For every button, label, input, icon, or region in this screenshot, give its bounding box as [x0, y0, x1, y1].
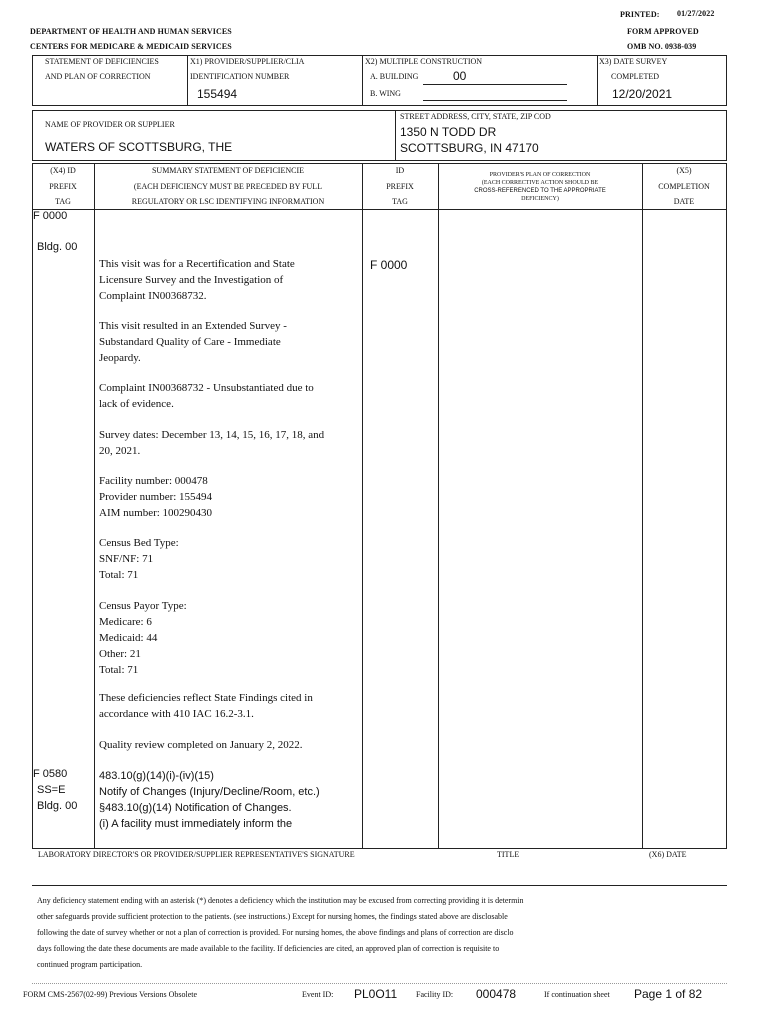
plan-header-4: DEFICIENCY): [521, 196, 559, 202]
form-number: FORM CMS-2567(02-99) Previous Versions Obsolete: [23, 990, 198, 999]
event-id-label: Event ID:: [302, 990, 334, 999]
regulation-text: 483.10(g)(14)(i)-(iv)(15) Notify of Changes (Injury/Decline/Room, etc.) §483.10(g)(14) Notification of Changes. (i) A facility must immediately inform the: [99, 770, 320, 830]
signature-title-label: TITLE: [497, 850, 520, 859]
summary-header-2: (EACH DEFICIENCY MUST BE PRECEDED BY FULL: [133, 182, 323, 191]
summary-paragraph: Survey dates: December 13, 14, 15, 16, 17, 18, and 20, 2021.: [99, 429, 325, 457]
form-approved: FORM APPROVED: [627, 27, 699, 36]
disclaimer-line-2: other safeguards provide sufficient protection to the patients. (see instructions.) Except for nursing homes, the findings stated above are disclosable: [37, 912, 508, 921]
printed-label: PRINTED:: [620, 10, 660, 19]
statement-label-2: AND PLAN OF CORRECTION: [45, 72, 151, 81]
summary-paragraph: This visit resulted in an Extended Survey - Substandard Quality of Care - Immediate Jeopardy.: [99, 320, 287, 364]
page-number: Page 1 of 82: [634, 987, 703, 1001]
completion-label: COMPLETION: [658, 182, 710, 191]
building-value: 00: [453, 69, 467, 83]
summary-paragraph: Quality review completed on January 2, 2022.: [99, 739, 303, 751]
id-label: ID: [395, 166, 405, 175]
prefix-tag-f0000: F 0000: [33, 210, 68, 222]
summary-paragraph: Facility number: 000478 Provider number: 155494 AIM number: 100290430: [99, 475, 213, 519]
summary-paragraph: These deficiencies reflect State Findings cited in accordance with 410 IAC 16.2-3.1.: [99, 692, 313, 720]
city-state-zip: SCOTTSBURG, IN 47170: [400, 141, 539, 155]
id-tag-label: TAG: [392, 197, 408, 206]
disclaimer-line-5: continued program participation.: [37, 960, 143, 969]
building-tag-1: Bldg. 00: [37, 241, 78, 253]
summary-paragraph: Complaint IN00368732 - Unsubstantiated due to lack of evidence.: [99, 382, 314, 410]
signature-label: LABORATORY DIRECTOR'S OR PROVIDER/SUPPLIER REPRESENTATIVE'S SIGNATURE: [38, 850, 355, 859]
printed-date: 01/27/2022: [677, 9, 715, 18]
multiple-construction-label: X2) MULTIPLE CONSTRUCTION: [365, 57, 483, 66]
completion-date-label: DATE: [673, 197, 695, 206]
x4-tag-label: TAG: [55, 197, 71, 206]
wing-label: B. WING: [370, 89, 401, 98]
scope-severity: SS=E: [37, 784, 66, 796]
centers-title: CENTERS FOR MEDICARE & MEDICAID SERVICES: [30, 42, 232, 51]
plan-header-1: PROVIDER'S PLAN OF CORRECTION: [489, 172, 591, 178]
building-tag-2: Bldg. 00: [37, 800, 78, 812]
disclaimer-line-4: days following the date these documents are made available to the facility. If deficiencies are cited, an approved plan of correction is requisite to: [37, 944, 500, 953]
prefix-tag-f0580: F 0580: [33, 768, 68, 780]
date-survey-label: X3) DATE SURVEY: [599, 57, 668, 66]
provider-name-label: NAME OF PROVIDER OR SUPPLIER: [45, 120, 175, 129]
provider-id-value: 155494: [197, 87, 238, 101]
disclaimer-line-1: Any deficiency statement ending with an asterisk (*) denotes a deficiency which the institution may be excused from correcting providing it is determin: [37, 896, 524, 905]
summary-header-3: REGULATORY OR LSC IDENTIFYING INFORMATION: [131, 197, 325, 206]
x5-label: (X5): [676, 166, 692, 175]
building-label: A. BUILDING: [370, 72, 419, 81]
street-address: 1350 N TODD DR: [400, 125, 497, 139]
date-survey-value: 12/20/2021: [612, 87, 673, 101]
summary-paragraph: This visit was for a Recertification and State Licensure Survey and the Investigation of Complaint IN00368732.: [99, 258, 295, 302]
date-completed-label: COMPLETED: [611, 72, 659, 81]
summary-header-1: SUMMARY STATEMENT OF DEFICIENCIE: [151, 166, 305, 175]
statement-label-1: STATEMENT OF DEFICIENCIES: [45, 57, 159, 66]
disclaimer-line-3: following the date of survey whether or not a plan of correction is provided. For nursing homes, the above findings and plans of correction are disclo: [37, 928, 514, 937]
omb-number: OMB NO. 0938-039: [627, 42, 697, 51]
x4-id-label: (X4) ID: [50, 166, 76, 175]
address-label: STREET ADDRESS, CITY, STATE, ZIP COD: [400, 112, 551, 121]
id-prefix-tag-f0000: F 0000: [370, 258, 408, 272]
department-title: DEPARTMENT OF HEALTH AND HUMAN SERVICES: [30, 27, 232, 36]
signature-date-label: (X6) DATE: [649, 850, 687, 859]
provider-id-label-2: IDENTIFICATION NUMBER: [190, 72, 290, 81]
facility-id-label: Facility ID:: [416, 990, 454, 999]
summary-paragraph: Census Bed Type: SNF/NF: 71 Total: 71: [99, 537, 179, 581]
summary-paragraph: Census Payor Type: Medicare: 6 Medicaid: 44 Other: 21 Total: 71: [99, 600, 187, 676]
event-id-value: PL0O11: [354, 987, 398, 1001]
provider-name-value: WATERS OF SCOTTSBURG, THE: [45, 140, 233, 154]
provider-id-label-1: X1) PROVIDER/SUPPLIER/CLIA: [190, 57, 305, 66]
x4-prefix-label: PREFIX: [49, 182, 77, 191]
facility-id-value: 000478: [476, 987, 517, 1001]
id-prefix-label: PREFIX: [386, 182, 414, 191]
plan-header-2: (EACH CORRECTIVE ACTION SHOULD BE: [481, 180, 599, 186]
plan-header-3: CROSS-REFERENCED TO THE APPROPRIATE: [474, 188, 606, 194]
continuation-label: If continuation sheet: [544, 990, 610, 999]
